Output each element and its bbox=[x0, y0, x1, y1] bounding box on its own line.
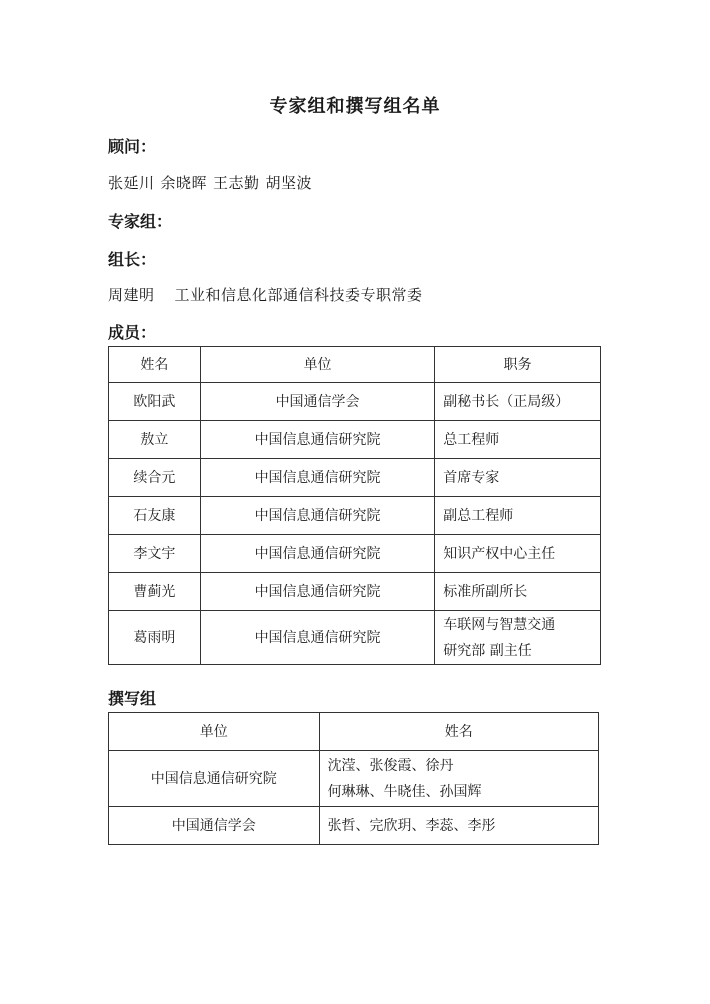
member-unit: 中国信息通信研究院 bbox=[200, 535, 434, 573]
header-cell: 单位 bbox=[200, 347, 434, 383]
advisor-name: 胡坚波 bbox=[265, 174, 313, 192]
members-heading: 成员： bbox=[108, 323, 157, 342]
leader-heading: 组长： bbox=[108, 250, 157, 269]
member-name: 石友康 bbox=[109, 497, 201, 535]
leader-title: 工业和信息化部通信科技委专职常委 bbox=[174, 286, 423, 304]
member-unit: 中国信息通信研究院 bbox=[200, 421, 434, 459]
position-line: 研究部 副主任 bbox=[443, 642, 532, 659]
member-name: 欧阳武 bbox=[109, 383, 201, 421]
member-unit: 中国通信学会 bbox=[200, 383, 434, 421]
advisors-heading: 顾问： bbox=[108, 137, 157, 156]
table-row bbox=[109, 459, 601, 497]
table-row bbox=[109, 421, 601, 459]
writing-group-heading: 撰写组 bbox=[108, 689, 157, 708]
member-position: 首席专家 bbox=[435, 459, 601, 497]
member-name: 敖立 bbox=[109, 421, 201, 459]
writer-unit: 中国信息通信研究院 bbox=[109, 751, 320, 807]
table-row bbox=[109, 573, 601, 611]
header-cell: 单位 bbox=[109, 713, 320, 751]
table-row bbox=[109, 751, 599, 807]
member-unit: 中国信息通信研究院 bbox=[200, 611, 434, 665]
members-table bbox=[108, 346, 601, 665]
advisor-name: 余晓晖 bbox=[160, 174, 208, 192]
header-cell: 姓名 bbox=[319, 713, 598, 751]
member-name: 续合元 bbox=[109, 459, 201, 497]
advisor-name: 张延川 bbox=[108, 174, 155, 192]
position-line: 车联网与智慧交通 bbox=[443, 616, 556, 633]
writer-unit: 中国通信学会 bbox=[109, 807, 320, 845]
names-line: 何琳琳、牛晓佳、孙国辉 bbox=[327, 783, 482, 800]
expert-group-heading: 专家组： bbox=[108, 212, 173, 231]
member-position: 知识产权中心主任 bbox=[435, 535, 601, 573]
writer-names: 张哲、完欣玥、李蕊、李彤 bbox=[319, 807, 598, 845]
member-position: 副秘书长（正局级） bbox=[435, 383, 601, 421]
member-name: 曹蓟光 bbox=[109, 573, 201, 611]
table-row bbox=[109, 383, 601, 421]
table-header-row bbox=[109, 347, 601, 383]
member-position bbox=[435, 611, 601, 665]
header-cell: 职务 bbox=[435, 347, 601, 383]
member-position: 总工程师 bbox=[435, 421, 601, 459]
member-position: 副总工程师 bbox=[435, 497, 601, 535]
member-name: 李文宇 bbox=[109, 535, 201, 573]
writing-group-table bbox=[108, 712, 599, 845]
table-header-row bbox=[109, 713, 599, 751]
member-unit: 中国信息通信研究院 bbox=[200, 497, 434, 535]
table-row bbox=[109, 535, 601, 573]
member-unit: 中国信息通信研究院 bbox=[200, 573, 434, 611]
page-title: 专家组和撰写组名单 bbox=[269, 96, 441, 117]
member-position: 标准所副所长 bbox=[435, 573, 601, 611]
advisor-name: 王志勤 bbox=[213, 174, 260, 192]
header-cell: 姓名 bbox=[109, 347, 201, 383]
table-row bbox=[109, 807, 599, 845]
leader-line bbox=[108, 284, 423, 305]
member-unit: 中国信息通信研究院 bbox=[200, 459, 434, 497]
advisors-names bbox=[108, 172, 312, 193]
names-line: 沈滢、张俊霞、徐丹 bbox=[327, 757, 454, 774]
table-row bbox=[109, 611, 601, 665]
writer-names bbox=[319, 751, 598, 807]
member-name: 葛雨明 bbox=[109, 611, 201, 665]
leader-name: 周建明 bbox=[108, 286, 155, 304]
table-row bbox=[109, 497, 601, 535]
